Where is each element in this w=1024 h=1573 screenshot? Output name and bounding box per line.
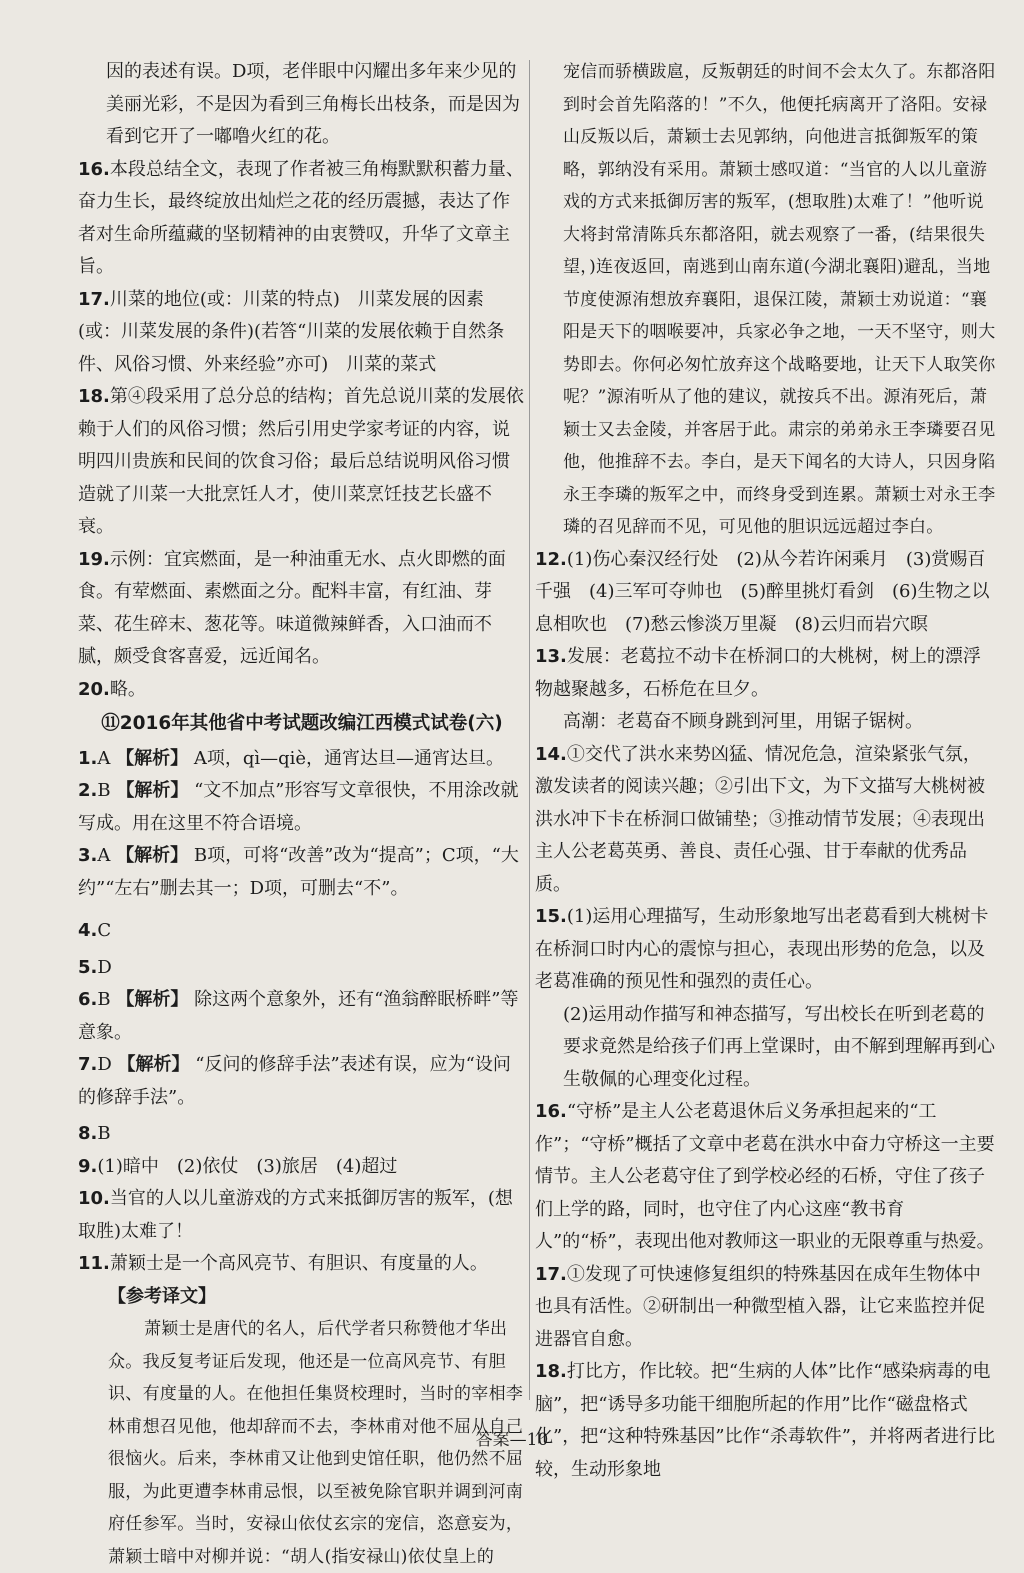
- question-number: 17.: [78, 288, 110, 310]
- question-number: 7.: [78, 1054, 98, 1075]
- answer-text: 示例：宜宾燃面，是一种油重无水、点火即燃的面食。有荤燃面、素燃面之分。配料丰富，有红油、芽菜、花生碎末、葱花等。味道微辣鲜香，入口油而不腻，颇受食客喜爱，远近闻名。: [78, 548, 506, 667]
- answer-text: (1)暗中 (2)依仗 (3)旅居 (4)超过: [97, 1155, 398, 1177]
- answer-10: [78, 1183, 526, 1248]
- answer-choice: B: [97, 780, 111, 801]
- answer-text: 打比方，作比较。把“生病的人体”比作“感染病毒的电脑”，把“诱导多功能干细胞所起的作用”比作“磁盘格式化”，把“这种特殊基因”比作“杀毒软件”，并将两者进行比较，生动形象地: [535, 1361, 996, 1480]
- question-14: [535, 739, 997, 902]
- answer-text: ①交代了洪水来势凶猛、情况危急，渲染紧张气氛，激发读者的阅读兴趣；②引出下文，为下文描写大桃树被洪水冲下卡在桥洞口做铺垫；③推动情节发展；④表现出主人公老葛英勇、善良、责任心强、甘于奉献的优秀品质。: [535, 743, 985, 895]
- analysis-text: A项，qì—qiè，通宵达旦—通宵达旦。: [193, 747, 505, 769]
- question-number: 12.: [535, 548, 567, 570]
- question-number: 18.: [535, 1361, 567, 1382]
- answer-text: 当官的人以儿童游戏的方式来抵御厉害的叛军，(想取胜)太难了！: [78, 1188, 513, 1242]
- reference-translation-heading: 【参考译文】: [108, 1285, 216, 1307]
- answer-8: [78, 1118, 526, 1151]
- question-number: 8.: [78, 1123, 98, 1144]
- question-number: 10.: [78, 1188, 110, 1209]
- analysis-tag: 【解析】: [116, 845, 189, 866]
- question-number: 13.: [535, 646, 567, 667]
- answer-choice: B: [97, 989, 111, 1010]
- analysis-text: B项，可将“改善”改为“提高”；C项，“大约”“左右”删去其一；D项，可删去“不”。: [78, 845, 519, 899]
- question-number: 20.: [78, 678, 110, 700]
- question-19: [78, 544, 526, 674]
- answer-text: 本段总结全文，表现了作者被三角梅默默积蓄力量、奋力生长，最终绽放出灿烂之花的经历震撼，表达了作者对生命所蕴藏的坚韧精神的由衷赞叹，升华了文章主旨。: [78, 158, 524, 277]
- question-17: [78, 284, 526, 382]
- analysis-text: 除这两个意象外，还有“渔翁醉眠桥畔”等意象。: [78, 989, 519, 1043]
- reference-translation-text: 萧颖士是唐代的名人，后代学者只称赞他才华出众。我反复考证后发现，他还是一位高风亮节、有胆识、有度量的人。在他担任集贤校理时，当时的宰相李林甫想召见他，他却辞而不去，李林甫对他不屈从自己很恼火。后来，李林甫又让他到史馆任职，他仍然不屈服，为此更遭李林甫忌恨，以至被免除官职并调到河南府任参军。当时，安禄山依仗玄宗的宠信，恣意妄为，萧颖士暗中对柳并说：“胡人(指安禄山)依仗皇上的: [108, 1319, 524, 1567]
- answer-text-second: (2)运用动作描写和神态描写，写出校长在听到老葛的要求竟然是给孩子们再上堂课时，由不解到理解再到心生敬佩的心理变化过程。: [563, 1003, 995, 1090]
- column-divider: [529, 60, 530, 1400]
- question-number: 1.: [78, 747, 98, 769]
- answer-6: [78, 984, 526, 1049]
- analysis-tag: 【解析】: [116, 780, 189, 801]
- answer-text: 第④段采用了总分总的结构；首先总说川菜的发展依赖于人们的风俗习惯；然后引用史学家考证的内容，说明四川贵族和民间的饮食习俗；最后总结说明风俗习惯造就了川菜一大批烹饪人才，使川菜烹饪技艺长盛不衰。: [78, 386, 524, 537]
- answer-text: 略。: [109, 678, 146, 700]
- left-column: [78, 56, 526, 1573]
- question-number: 19.: [78, 548, 110, 570]
- question-number: 11.: [78, 1253, 110, 1274]
- answer-text: “守桥”是主人公老葛退休后义务承担起来的“工作”；“守桥”概括了文章中老葛在洪水中奋力守桥这一主要情节。主人公老葛守住了到学校必经的石桥，守住了孩子们上学的路，同时，也守住了内心这座“教书育人”的“桥”，表现出他对教师这一职业的无限尊重与热爱。: [535, 1101, 995, 1252]
- answer-11: [78, 1248, 526, 1281]
- analysis-text: “文不加点”形容写文章很快，不用涂改就写成。用在这里不符合语境。: [78, 780, 519, 834]
- answer-1: [78, 743, 526, 776]
- question-16: [78, 154, 526, 284]
- question-number: 2.: [78, 780, 98, 801]
- answer-3: [78, 840, 526, 905]
- answer-7: [78, 1049, 526, 1114]
- question-number: 6.: [78, 989, 98, 1010]
- question-17-right: [535, 1259, 997, 1357]
- answer-text-second: 高潮：老葛奋不顾身跳到河里，用锯子锯树。: [563, 711, 923, 732]
- answer-text: ①发现了可快速修复组织的特殊基因在成年生物体中也具有活性。②研制出一种微型植入器，让它来监控并促进器官自愈。: [535, 1263, 985, 1350]
- answer-text: (1)运用心理描写，生动形象地写出老葛看到大桃树卡在桥洞口时内心的震惊与担心，表现出形势的危急，以及老葛准确的预见性和强烈的责任心。: [535, 906, 989, 992]
- answer-text: 萧颖士是一个高风亮节、有胆识、有度量的人。: [109, 1253, 488, 1274]
- answer-9: [78, 1151, 526, 1184]
- question-number: 9.: [78, 1155, 98, 1177]
- question-number: 16.: [535, 1101, 567, 1122]
- reference-translation-continued: 宠信而骄横跋扈，反叛朝廷的时间不会太久了。东都洛阳到时会首先陷落的！”不久，他便托病离开了洛阳。安禄山反叛以后，萧颖士去见郭纳，向他进言抵御叛军的策略，郭纳没有采用。萧颖士感叹道：“当官的人以儿童游戏的方式来抵御厉害的叛军，(想取胜)太难了！”他听说大将封常清陈兵东都洛阳，就去观察了一番，(结果很失望，)连夜返回，南逃到山南东道(今湖北襄阳)避乱，当地节度使源洧想放弃襄阳，退保江陵，萧颖士劝说道：“襄阳是天下的咽喉要冲，兵家必争之地，一天不坚守，则大势即去。你何必匆忙放弃这个战略要地，让天下人取笑你呢？”源洧听从了他的建议，就按兵不出。源洧死后，萧颖士又去金陵，并客居于此。肃宗的弟弟永王李璘要召见他，他推辞不去。李白，是天下闻名的大诗人，只因身陷永王李璘的叛军之中，而终身受到连累。萧颖士对永王李璘的召见辞而不见，可见他的胆识远远超过李白。: [563, 62, 996, 537]
- analysis-tag: 【解析】: [116, 989, 189, 1010]
- continuation-text: 因的表述有误。D项，老伴眼中闪耀出多年来少见的美丽光彩，不是因为看到三角梅长出枝条，而是因为看到它开了一嘟噜火红的花。: [106, 61, 520, 147]
- answer-choice: D: [97, 956, 112, 978]
- answer-choice: D: [97, 1054, 112, 1075]
- question-number: 18.: [78, 386, 110, 407]
- question-number: 14.: [535, 743, 567, 765]
- question-20: [78, 674, 526, 707]
- right-column: [535, 56, 997, 1486]
- answer-text: (1)伤心秦汉经行处 (2)从今若许闲乘月 (3)赏赐百千强 (4)三军可夺帅也 (5)醉里挑灯看剑 (6)生物之以息相吹也 (7)愁云惨淡万里凝 (8)云归而岩穴暝: [535, 548, 990, 635]
- answer-choice: C: [97, 920, 112, 941]
- question-number: 16.: [78, 158, 110, 180]
- section-title: ⑪2016年其他省中考试题改编江西模式试卷(六): [101, 713, 503, 734]
- question-12: [535, 544, 997, 642]
- answer-text: 发展：老葛拉不动卡在桥洞口的大桃树，树上的漂浮物越聚越多，石桥危在旦夕。: [535, 646, 981, 700]
- answer-choice: A: [97, 845, 111, 866]
- answer-5: [78, 952, 526, 985]
- answer-4: [78, 915, 526, 948]
- question-number: 15.: [535, 906, 567, 927]
- question-number: 5.: [78, 956, 98, 978]
- answer-2: [78, 775, 526, 840]
- answer-text: 川菜的地位(或：川菜的特点) 川菜发展的因素(或：川菜发展的条件)(若答“川菜的发展依赖于自然条件、风俗习惯、外来经验”亦可) 川菜的菜式: [78, 288, 505, 375]
- question-18: [78, 381, 526, 544]
- analysis-text: “反问的修辞手法”表述有误，应为“设问的修辞手法”。: [78, 1054, 511, 1108]
- answer-choice: B: [97, 1123, 111, 1144]
- question-15: [535, 901, 997, 1096]
- analysis-tag: 【解析】: [116, 747, 189, 769]
- question-number: 3.: [78, 845, 98, 866]
- analysis-tag: 【解析】: [117, 1054, 190, 1075]
- page-footer: 答案—10: [475, 1430, 549, 1450]
- question-13: [535, 641, 997, 739]
- question-number: 17.: [535, 1263, 567, 1285]
- question-16-right: [535, 1096, 997, 1259]
- answer-choice: A: [97, 747, 111, 769]
- question-number: 4.: [78, 920, 98, 941]
- question-18-right: [535, 1356, 997, 1486]
